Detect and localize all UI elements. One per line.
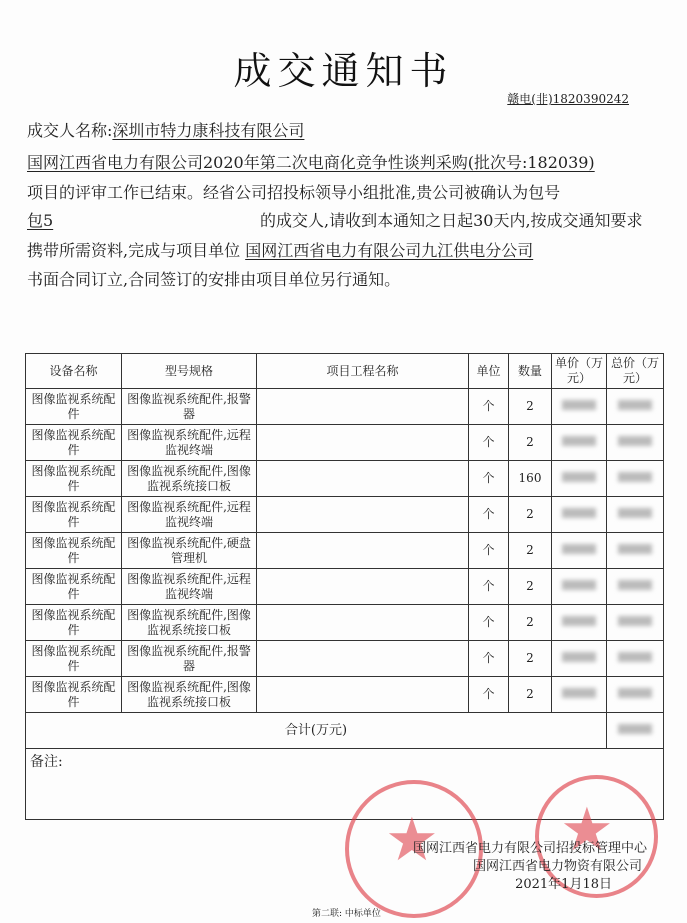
cell-quantity: 2 <box>509 533 552 569</box>
cell-project-name <box>257 425 469 461</box>
total-value-redacted <box>607 713 664 749</box>
cell-unit: 个 <box>469 533 509 569</box>
header-total-price: 总价（万元） <box>607 354 664 389</box>
body-line-3 <box>27 238 533 261</box>
remark-label: 备注: <box>26 749 664 820</box>
winner-line <box>27 118 304 141</box>
cell-model-spec: 图像监视系统配件,远程监视终端 <box>122 569 257 605</box>
table-row <box>26 425 664 461</box>
cell-total-price-redacted <box>607 461 664 497</box>
cell-total-price-redacted <box>607 569 664 605</box>
header-unit: 单位 <box>469 354 509 389</box>
cell-device-name: 图像监视系统配件 <box>26 641 122 677</box>
cell-project-name <box>257 533 469 569</box>
cell-total-price-redacted <box>607 497 664 533</box>
body-line-2: 的成交人,请收到本通知之日起30天内,按成交通知要求 <box>260 211 643 230</box>
body-line-4: 书面合同订立,合同签订的安排由项目单位另行通知。 <box>27 270 401 289</box>
cell-quantity: 2 <box>509 677 552 713</box>
cell-unit: 个 <box>469 569 509 605</box>
cell-device-name: 图像监视系统配件 <box>26 533 122 569</box>
project-line <box>27 150 595 173</box>
cell-total-price-redacted <box>607 533 664 569</box>
cell-model-spec: 图像监视系统配件,图像监视系统接口板 <box>122 605 257 641</box>
header-project-name: 项目工程名称 <box>257 354 469 389</box>
table-row <box>26 533 664 569</box>
cell-unit-price-redacted <box>552 677 607 713</box>
cell-project-name <box>257 641 469 677</box>
cell-device-name: 图像监视系统配件 <box>26 389 122 425</box>
cell-model-spec: 图像监视系统配件,报警器 <box>122 641 257 677</box>
winner-name: 深圳市特力康科技有限公司 <box>112 121 305 140</box>
cell-model-spec: 图像监视系统配件,远程监视终端 <box>122 497 257 533</box>
cell-quantity: 2 <box>509 569 552 605</box>
issuer-1: 国网江西省电力有限公司招投标管理中心 <box>412 841 647 856</box>
header-quantity: 数量 <box>509 354 552 389</box>
total-label: 合计(万元) <box>26 713 607 749</box>
cell-quantity: 160 <box>509 461 552 497</box>
cell-model-spec: 图像监视系统配件,报警器 <box>122 389 257 425</box>
cell-project-name <box>257 461 469 497</box>
cell-total-price-redacted <box>607 641 664 677</box>
winner-label: 成交人名称: <box>27 121 113 140</box>
cell-unit: 个 <box>469 461 509 497</box>
header-unit-price: 单价（万元） <box>552 354 607 389</box>
cell-total-price-redacted <box>607 425 664 461</box>
cell-unit: 个 <box>469 497 509 533</box>
cell-unit-price-redacted <box>552 389 607 425</box>
cell-device-name: 图像监视系统配件 <box>26 605 122 641</box>
body-line-3-text: 携带所需资料,完成与项目单位 <box>27 241 241 260</box>
cell-model-spec: 图像监视系统配件,图像监视系统接口板 <box>122 461 257 497</box>
table-header-row <box>26 354 664 389</box>
cell-quantity: 2 <box>509 389 552 425</box>
project-name: 国网江西省电力有限公司2020年第二次电商化竞争性谈判采购(批次号:182039) <box>27 153 595 172</box>
cell-model-spec: 图像监视系统配件,硬盘管理机 <box>122 533 257 569</box>
package-number: 包5 <box>27 211 54 230</box>
table-row <box>26 389 664 425</box>
header-model-spec: 型号规格 <box>122 354 257 389</box>
cell-project-name <box>257 497 469 533</box>
total-row <box>26 713 664 749</box>
cell-total-price-redacted <box>607 677 664 713</box>
cell-model-spec: 图像监视系统配件,图像监视系统接口板 <box>122 677 257 713</box>
cell-device-name: 图像监视系统配件 <box>26 569 122 605</box>
package-line <box>27 208 53 231</box>
cell-quantity: 2 <box>509 497 552 533</box>
cell-quantity: 2 <box>509 605 552 641</box>
cell-unit: 个 <box>469 677 509 713</box>
cell-device-name: 图像监视系统配件 <box>26 461 122 497</box>
cell-device-name: 图像监视系统配件 <box>26 425 122 461</box>
cell-unit: 个 <box>469 389 509 425</box>
cell-unit-price-redacted <box>552 641 607 677</box>
cell-project-name <box>257 569 469 605</box>
document-title: 成交通知书 <box>233 49 454 93</box>
cell-unit: 个 <box>469 605 509 641</box>
cell-device-name: 图像监视系统配件 <box>26 677 122 713</box>
stamp-star-icon: ★ <box>385 805 439 875</box>
cell-unit-price-redacted <box>552 425 607 461</box>
cell-quantity: 2 <box>509 641 552 677</box>
table-row <box>26 677 664 713</box>
body-line-1: 项目的评审工作已结束。经省公司招投标领导小组批准,贵公司被确认为包号 <box>27 183 561 202</box>
project-unit: 国网江西省电力有限公司九江供电分公司 <box>245 241 534 260</box>
issuer-2: 国网江西省电力物资有限公司 <box>472 859 642 874</box>
cell-unit-price-redacted <box>552 497 607 533</box>
cell-project-name <box>257 389 469 425</box>
cell-quantity: 2 <box>509 425 552 461</box>
cell-unit: 个 <box>469 425 509 461</box>
cell-project-name <box>257 605 469 641</box>
cell-unit-price-redacted <box>552 461 607 497</box>
cell-device-name: 图像监视系统配件 <box>26 497 122 533</box>
cell-model-spec: 图像监视系统配件,远程监视终端 <box>122 425 257 461</box>
cell-project-name <box>257 677 469 713</box>
cell-unit: 个 <box>469 641 509 677</box>
award-table <box>25 353 664 820</box>
table-row <box>26 497 664 533</box>
table-row <box>26 461 664 497</box>
copy-note: 第二联: 中标单位 <box>312 909 381 919</box>
cell-total-price-redacted <box>607 389 664 425</box>
cell-total-price-redacted <box>607 605 664 641</box>
table-row <box>26 569 664 605</box>
cell-unit-price-redacted <box>552 569 607 605</box>
document-number: 赣电(非)1820390242 <box>507 92 629 106</box>
header-device-name: 设备名称 <box>26 354 122 389</box>
cell-unit-price-redacted <box>552 605 607 641</box>
issue-date: 2021年1月18日 <box>515 877 612 892</box>
table-row <box>26 605 664 641</box>
stamp-star-icon: ★ <box>560 795 614 865</box>
cell-unit-price-redacted <box>552 533 607 569</box>
table-row <box>26 641 664 677</box>
